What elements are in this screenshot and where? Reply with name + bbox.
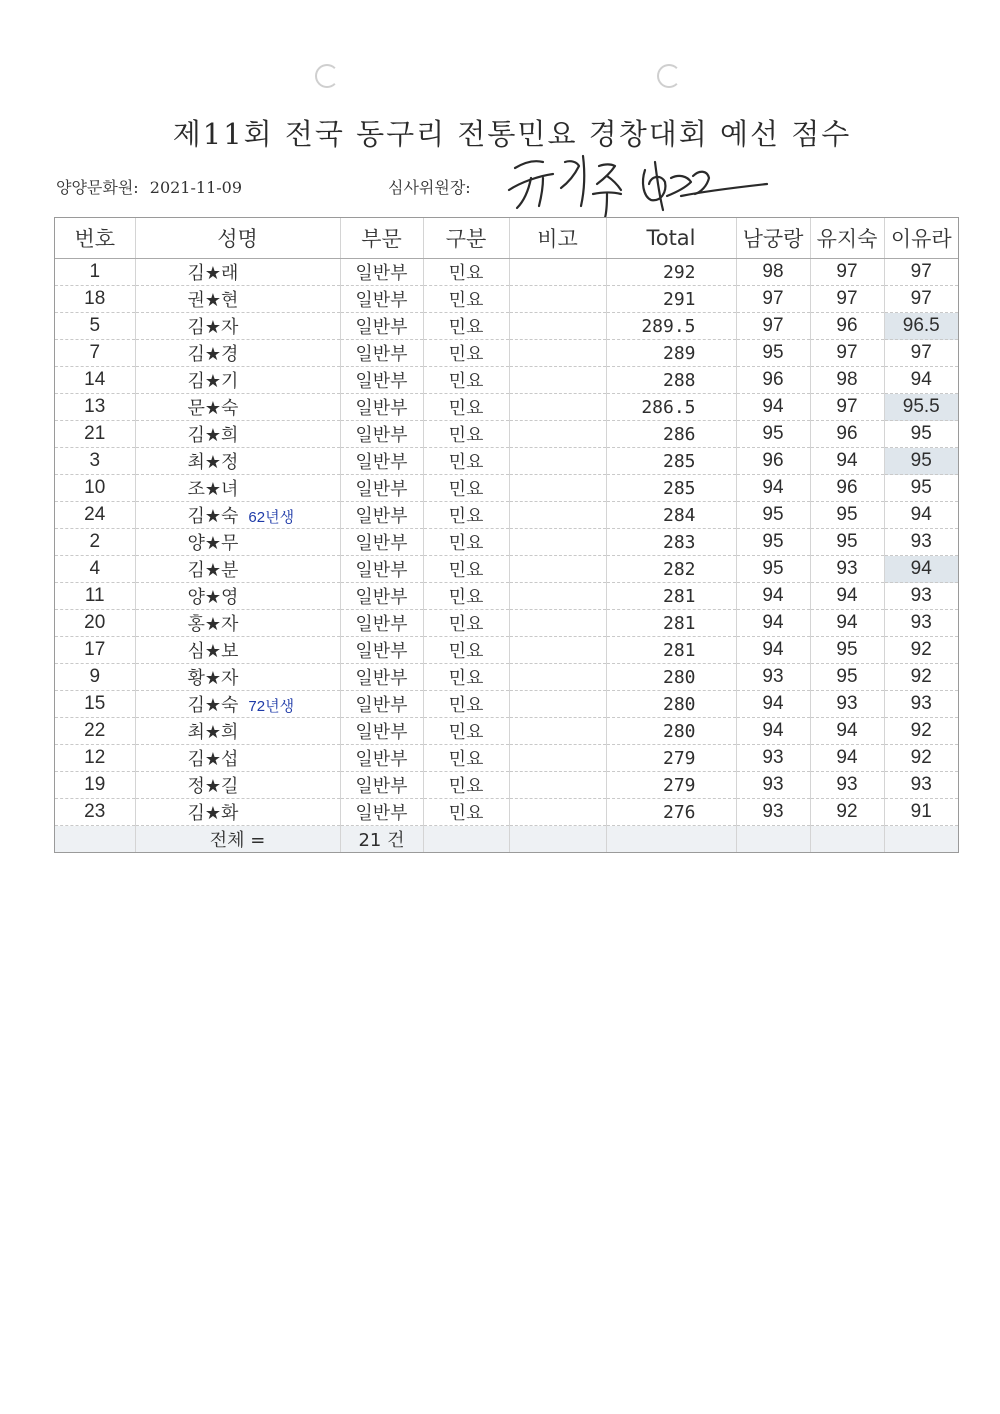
cell-division: 일반부 xyxy=(340,718,423,745)
footer-count: 21 건 xyxy=(340,826,423,853)
table-footer-row xyxy=(55,826,958,853)
cell-score-judge-3: 94 xyxy=(884,502,958,529)
cell-note xyxy=(509,718,606,745)
cell-division: 일반부 xyxy=(340,340,423,367)
cell-score-judge-1: 94 xyxy=(736,583,810,610)
cell-score-judge-3: 94 xyxy=(884,367,958,394)
cell-note xyxy=(509,394,606,421)
entrant-name: 양★영 xyxy=(187,587,239,608)
cell-number: 11 xyxy=(55,583,135,610)
cell-score-judge-2: 93 xyxy=(810,691,884,718)
cell-total: 289 xyxy=(606,340,736,367)
header-judge-2: 유지숙 xyxy=(810,218,884,259)
table-row xyxy=(55,313,958,340)
footer-spacer xyxy=(810,826,884,853)
cell-total: 291 xyxy=(606,286,736,313)
cell-name xyxy=(135,718,340,745)
cell-total: 286.5 xyxy=(606,394,736,421)
cell-score-judge-1: 97 xyxy=(736,286,810,313)
entrant-name: 최★정 xyxy=(187,452,239,473)
cell-number: 1 xyxy=(55,259,135,286)
entrant-name: 김★화 xyxy=(187,803,239,824)
cell-division: 일반부 xyxy=(340,772,423,799)
table-row xyxy=(55,745,958,772)
cell-score-judge-1: 95 xyxy=(736,502,810,529)
cell-score-judge-2: 96 xyxy=(810,475,884,502)
cell-type: 민요 xyxy=(423,259,509,286)
entrant-name: 김★숙 xyxy=(187,506,239,527)
cell-score-judge-3: 91 xyxy=(884,799,958,826)
table-row xyxy=(55,259,958,286)
cell-division: 일반부 xyxy=(340,259,423,286)
cell-score-judge-2: 94 xyxy=(810,745,884,772)
cell-note xyxy=(509,583,606,610)
entrant-name: 최★희 xyxy=(187,722,239,743)
cell-total: 280 xyxy=(606,664,736,691)
cell-total: 284 xyxy=(606,502,736,529)
venue-date xyxy=(56,175,242,198)
entrant-name: 양★무 xyxy=(187,533,239,554)
cell-score-judge-1: 95 xyxy=(736,529,810,556)
cell-score-judge-3: 93 xyxy=(884,772,958,799)
cell-total: 280 xyxy=(606,691,736,718)
cell-number: 22 xyxy=(55,718,135,745)
cell-name xyxy=(135,556,340,583)
cell-type: 민요 xyxy=(423,367,509,394)
cell-score-judge-2: 97 xyxy=(810,394,884,421)
table-row xyxy=(55,529,958,556)
entrant-name: 조★녀 xyxy=(187,479,239,500)
entrant-name: 김★경 xyxy=(187,344,239,365)
cell-total: 279 xyxy=(606,772,736,799)
cell-name xyxy=(135,340,340,367)
header-type: 구분 xyxy=(423,218,509,259)
cell-score-judge-3: 92 xyxy=(884,745,958,772)
cell-number: 2 xyxy=(55,529,135,556)
footer-spacer xyxy=(606,826,736,853)
cell-score-judge-3: 97 xyxy=(884,286,958,313)
table-body xyxy=(55,259,958,826)
footer-spacer xyxy=(423,826,509,853)
cell-name xyxy=(135,772,340,799)
table-row xyxy=(55,394,958,421)
judge-label: 심사위원장: xyxy=(388,178,471,197)
cell-type: 민요 xyxy=(423,799,509,826)
cell-score-judge-3: 97 xyxy=(884,340,958,367)
cell-score-judge-2: 94 xyxy=(810,583,884,610)
entrant-name: 심★보 xyxy=(187,641,239,662)
cell-score-judge-1: 94 xyxy=(736,394,810,421)
cell-number: 3 xyxy=(55,448,135,475)
cell-score-judge-1: 94 xyxy=(736,610,810,637)
cell-division: 일반부 xyxy=(340,286,423,313)
cell-type: 민요 xyxy=(423,340,509,367)
cell-number: 13 xyxy=(55,394,135,421)
cell-score-judge-2: 97 xyxy=(810,259,884,286)
cell-number: 18 xyxy=(55,286,135,313)
cell-note xyxy=(509,610,606,637)
cell-score-judge-2: 97 xyxy=(810,286,884,313)
table-row xyxy=(55,367,958,394)
entrant-name: 홍★자 xyxy=(187,614,239,635)
table-row xyxy=(55,637,958,664)
cell-name xyxy=(135,394,340,421)
cell-score-judge-3: 93 xyxy=(884,529,958,556)
cell-type: 민요 xyxy=(423,691,509,718)
cell-score-judge-1: 93 xyxy=(736,745,810,772)
cell-score-judge-2: 96 xyxy=(810,421,884,448)
cell-note xyxy=(509,799,606,826)
cell-score-judge-3: 92 xyxy=(884,718,958,745)
cell-number: 20 xyxy=(55,610,135,637)
cell-number: 17 xyxy=(55,637,135,664)
cell-type: 민요 xyxy=(423,286,509,313)
entrant-name: 김★래 xyxy=(187,263,239,284)
cell-total: 288 xyxy=(606,367,736,394)
cell-total: 281 xyxy=(606,637,736,664)
entrant-name: 김★숙 xyxy=(187,695,239,716)
cell-division: 일반부 xyxy=(340,529,423,556)
cell-name xyxy=(135,610,340,637)
table-row xyxy=(55,718,958,745)
table-row xyxy=(55,556,958,583)
cell-score-judge-2: 98 xyxy=(810,367,884,394)
cell-score-judge-2: 92 xyxy=(810,799,884,826)
cell-note xyxy=(509,502,606,529)
cell-score-judge-1: 94 xyxy=(736,637,810,664)
footer-spacer xyxy=(736,826,810,853)
cell-score-judge-2: 95 xyxy=(810,529,884,556)
table-row xyxy=(55,502,958,529)
cell-note xyxy=(509,637,606,664)
cell-division: 일반부 xyxy=(340,394,423,421)
table-row xyxy=(55,421,958,448)
entrant-name: 김★자 xyxy=(187,317,239,338)
cell-name xyxy=(135,529,340,556)
cell-total: 276 xyxy=(606,799,736,826)
cell-number: 4 xyxy=(55,556,135,583)
venue-label: 양양문화원: xyxy=(56,178,139,197)
cell-score-judge-1: 95 xyxy=(736,421,810,448)
cell-note xyxy=(509,340,606,367)
header-division: 부문 xyxy=(340,218,423,259)
cell-score-judge-1: 98 xyxy=(736,259,810,286)
birth-year-note: 72년생 xyxy=(248,698,295,715)
cell-type: 민요 xyxy=(423,529,509,556)
cell-score-judge-1: 93 xyxy=(736,799,810,826)
cell-number: 24 xyxy=(55,502,135,529)
footer-spacer xyxy=(884,826,958,853)
table-row xyxy=(55,475,958,502)
table-row xyxy=(55,286,958,313)
cell-type: 민요 xyxy=(423,718,509,745)
entrant-name: 김★섭 xyxy=(187,749,239,770)
cell-division: 일반부 xyxy=(340,556,423,583)
cell-total: 285 xyxy=(606,448,736,475)
cell-score-judge-1: 96 xyxy=(736,367,810,394)
cell-total: 285 xyxy=(606,475,736,502)
cell-score-judge-3: 92 xyxy=(884,637,958,664)
entrant-name: 권★현 xyxy=(187,290,239,311)
cell-score-judge-3: 95 xyxy=(884,475,958,502)
table-row xyxy=(55,772,958,799)
cell-name xyxy=(135,313,340,340)
cell-number: 21 xyxy=(55,421,135,448)
cell-type: 민요 xyxy=(423,313,509,340)
cell-score-judge-3: 93 xyxy=(884,583,958,610)
cell-note xyxy=(509,556,606,583)
cell-total: 283 xyxy=(606,529,736,556)
cell-score-judge-3: 95.5 xyxy=(884,394,958,421)
header-judge-1: 남궁랑 xyxy=(736,218,810,259)
cell-name xyxy=(135,691,340,718)
cell-type: 민요 xyxy=(423,664,509,691)
cell-score-judge-1: 94 xyxy=(736,718,810,745)
footer-spacer xyxy=(509,826,606,853)
cell-score-judge-2: 94 xyxy=(810,718,884,745)
entrant-name: 황★자 xyxy=(187,668,239,689)
cell-division: 일반부 xyxy=(340,475,423,502)
cell-name xyxy=(135,367,340,394)
cell-division: 일반부 xyxy=(340,313,423,340)
header-note: 비고 xyxy=(509,218,606,259)
cell-total: 286 xyxy=(606,421,736,448)
cell-number: 14 xyxy=(55,367,135,394)
cell-total: 281 xyxy=(606,583,736,610)
cell-score-judge-1: 95 xyxy=(736,340,810,367)
cell-name xyxy=(135,664,340,691)
cell-score-judge-1: 94 xyxy=(736,691,810,718)
cell-type: 민요 xyxy=(423,772,509,799)
entrant-name: 김★희 xyxy=(187,425,239,446)
cell-score-judge-1: 96 xyxy=(736,448,810,475)
cell-total: 282 xyxy=(606,556,736,583)
cell-score-judge-2: 97 xyxy=(810,340,884,367)
table-row xyxy=(55,448,958,475)
cell-number: 12 xyxy=(55,745,135,772)
cell-type: 민요 xyxy=(423,745,509,772)
cell-name xyxy=(135,475,340,502)
cell-total: 292 xyxy=(606,259,736,286)
cell-score-judge-3: 93 xyxy=(884,610,958,637)
cell-score-judge-2: 94 xyxy=(810,610,884,637)
cell-total: 280 xyxy=(606,718,736,745)
cell-score-judge-1: 97 xyxy=(736,313,810,340)
cell-name xyxy=(135,583,340,610)
cell-type: 민요 xyxy=(423,421,509,448)
entrant-name: 김★기 xyxy=(187,371,239,392)
cell-division: 일반부 xyxy=(340,691,423,718)
cell-division: 일반부 xyxy=(340,610,423,637)
birth-year-note: 62년생 xyxy=(248,509,295,526)
cell-score-judge-1: 93 xyxy=(736,664,810,691)
cell-type: 민요 xyxy=(423,394,509,421)
table-row xyxy=(55,340,958,367)
cell-note xyxy=(509,664,606,691)
punch-hole-right xyxy=(657,64,681,88)
cell-score-judge-3: 95 xyxy=(884,448,958,475)
cell-score-judge-1: 93 xyxy=(736,772,810,799)
table-header-row xyxy=(55,218,958,259)
cell-score-judge-3: 93 xyxy=(884,691,958,718)
page-title: 제11회 전국 동구리 전통민요 경창대회 예선 점수 xyxy=(172,117,852,151)
signature xyxy=(495,148,770,223)
cell-type: 민요 xyxy=(423,583,509,610)
cell-note xyxy=(509,691,606,718)
cell-note xyxy=(509,286,606,313)
cell-note xyxy=(509,421,606,448)
cell-division: 일반부 xyxy=(340,421,423,448)
cell-number: 10 xyxy=(55,475,135,502)
cell-score-judge-2: 95 xyxy=(810,502,884,529)
cell-total: 281 xyxy=(606,610,736,637)
score-table xyxy=(54,217,959,853)
cell-score-judge-1: 94 xyxy=(736,475,810,502)
cell-score-judge-3: 92 xyxy=(884,664,958,691)
cell-type: 민요 xyxy=(423,475,509,502)
cell-name xyxy=(135,286,340,313)
table-row xyxy=(55,799,958,826)
table-row xyxy=(55,664,958,691)
cell-note xyxy=(509,772,606,799)
entrant-name: 정★길 xyxy=(187,776,239,797)
cell-division: 일반부 xyxy=(340,664,423,691)
cell-score-judge-2: 95 xyxy=(810,664,884,691)
cell-name xyxy=(135,799,340,826)
date-value: 2021-11-09 xyxy=(149,178,243,197)
cell-score-judge-2: 93 xyxy=(810,556,884,583)
cell-division: 일반부 xyxy=(340,367,423,394)
cell-score-judge-1: 95 xyxy=(736,556,810,583)
cell-total: 289.5 xyxy=(606,313,736,340)
cell-note xyxy=(509,259,606,286)
cell-type: 민요 xyxy=(423,637,509,664)
cell-type: 민요 xyxy=(423,448,509,475)
cell-score-judge-3: 96.5 xyxy=(884,313,958,340)
table-row xyxy=(55,610,958,637)
header-total: Total xyxy=(606,218,736,259)
punch-hole-left xyxy=(315,64,339,88)
cell-type: 민요 xyxy=(423,502,509,529)
cell-note xyxy=(509,529,606,556)
cell-division: 일반부 xyxy=(340,637,423,664)
cell-name xyxy=(135,637,340,664)
cell-name xyxy=(135,745,340,772)
cell-division: 일반부 xyxy=(340,583,423,610)
cell-name xyxy=(135,259,340,286)
cell-type: 민요 xyxy=(423,610,509,637)
cell-note xyxy=(509,448,606,475)
cell-number: 9 xyxy=(55,664,135,691)
cell-score-judge-3: 97 xyxy=(884,259,958,286)
cell-score-judge-2: 95 xyxy=(810,637,884,664)
cell-name xyxy=(135,502,340,529)
entrant-name: 김★분 xyxy=(187,560,239,581)
cell-score-judge-3: 94 xyxy=(884,556,958,583)
header-judge-3: 이유라 xyxy=(884,218,958,259)
cell-division: 일반부 xyxy=(340,745,423,772)
footer-label: 전체 = xyxy=(135,826,340,853)
cell-score-judge-3: 95 xyxy=(884,421,958,448)
cell-division: 일반부 xyxy=(340,448,423,475)
cell-note xyxy=(509,313,606,340)
cell-number: 15 xyxy=(55,691,135,718)
cell-number: 7 xyxy=(55,340,135,367)
cell-score-judge-2: 93 xyxy=(810,772,884,799)
cell-division: 일반부 xyxy=(340,502,423,529)
cell-division: 일반부 xyxy=(340,799,423,826)
cell-note xyxy=(509,475,606,502)
table-row xyxy=(55,691,958,718)
cell-score-judge-2: 94 xyxy=(810,448,884,475)
entrant-name: 문★숙 xyxy=(187,398,239,419)
header-name: 성명 xyxy=(135,218,340,259)
table-row xyxy=(55,583,958,610)
cell-type: 민요 xyxy=(423,556,509,583)
cell-number: 23 xyxy=(55,799,135,826)
header-number: 번호 xyxy=(55,218,135,259)
cell-name xyxy=(135,448,340,475)
cell-name xyxy=(135,421,340,448)
cell-number: 19 xyxy=(55,772,135,799)
cell-score-judge-2: 96 xyxy=(810,313,884,340)
cell-note xyxy=(509,367,606,394)
cell-note xyxy=(509,745,606,772)
cell-number: 5 xyxy=(55,313,135,340)
cell-total: 279 xyxy=(606,745,736,772)
footer-spacer xyxy=(55,826,135,853)
